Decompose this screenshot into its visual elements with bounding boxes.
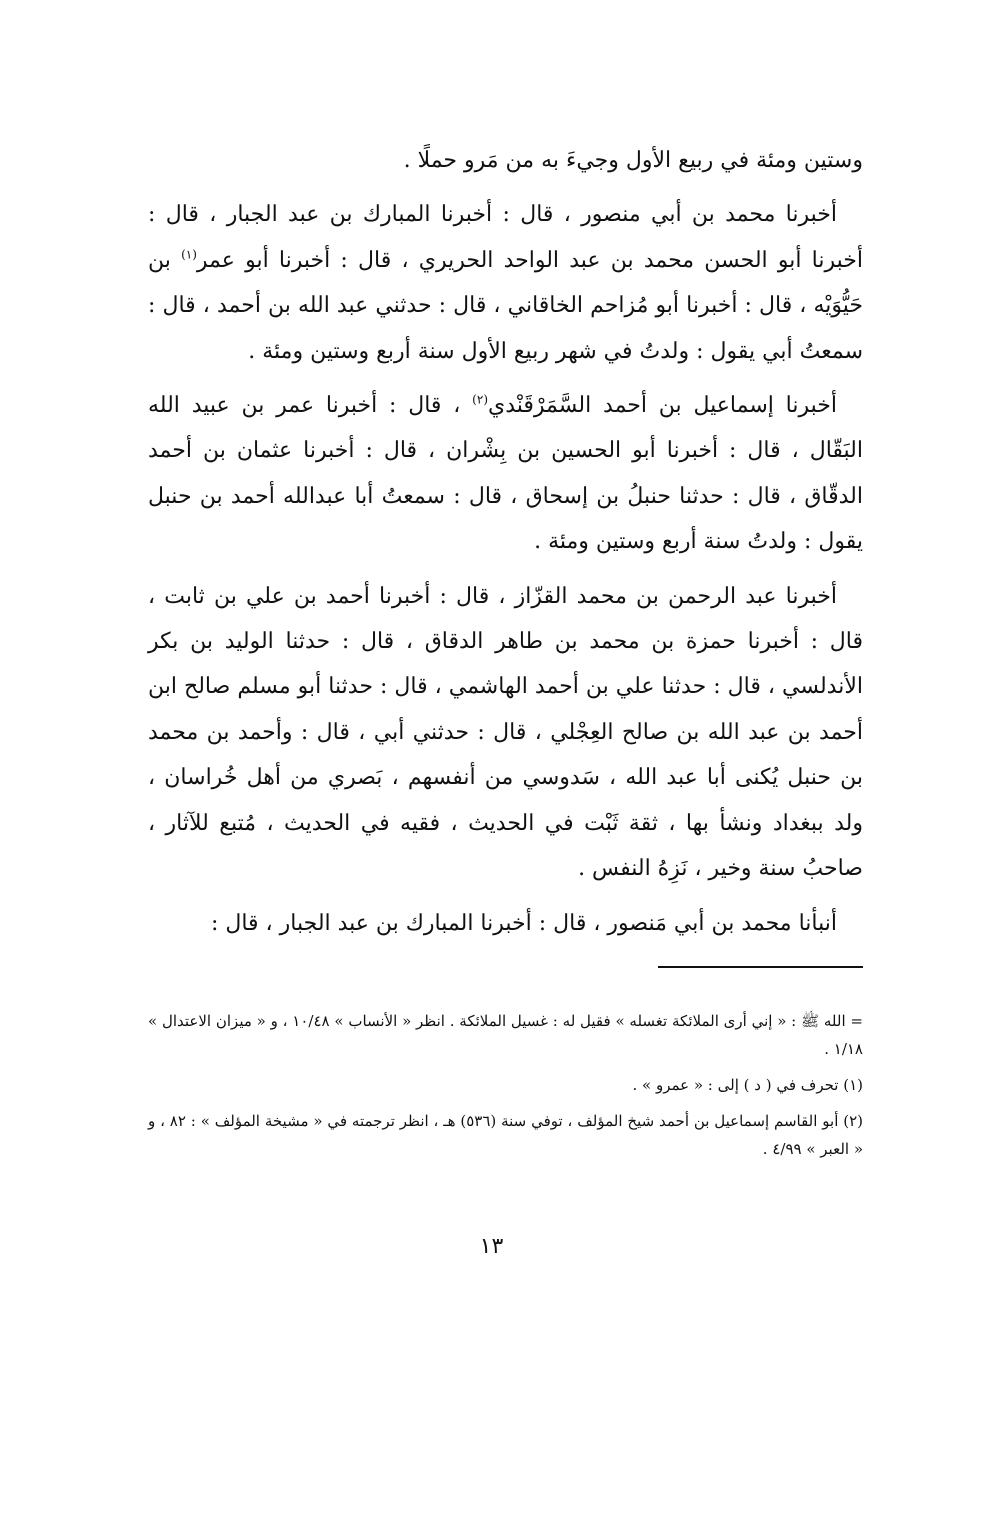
footnote-2: (٢) أبو القاسم إسماعيل بن أحمد شيخ المؤلف ، توفي سنة (٥٣٦) هـ ، انظر ترجمته في « مشيخة المؤلف » : ٨٢ ، و « العبر » ٤/٩٩ . — [148, 1112, 863, 1158]
footnotes — [148, 1007, 863, 1171]
footnote-1: (١) تحرف في ( د ) إلى : « عمرو » . — [632, 1076, 863, 1094]
paragraph-2 — [148, 192, 863, 374]
paragraph-3 — [148, 383, 863, 565]
paragraph-5: أنبأنا محمد بن أبي مَنصور ، قال : أخبرنا المبارك بن عبد الجبار ، قال : — [210, 910, 837, 936]
paragraph-1: وستين ومئة في ربيع الأول وجيءَ به من مَرو حملًا . — [403, 148, 863, 173]
paragraph-2-part-2: بن حَيُّوَيْه ، قال : أخبرنا أبو مُزاحم الخاقاني ، قال : حدثني عبد الله بن أحمد ، قال : سمعتُ أبي يقول : ولدتُ في شهر ربيع الأول سنة أربع وستين ومئة . — [148, 247, 863, 364]
paragraph-3-part-1: أخبرنا إسماعيل بن أحمد السَّمَرْقَنْدي — [488, 393, 837, 419]
footnote-continuation: = الله ﷺ : « إني أرى الملائكة تغسله » فقيل له : غسيل الملائكة . انظر « الأنساب » ١٠/٤٨ ، و « ميزان الاعتدال » ١/١٨ . — [148, 1012, 863, 1058]
footnote-divider — [658, 966, 863, 968]
paragraph-4: أخبرنا عبد الرحمن بن محمد القزّاز ، قال : أخبرنا أحمد بن علي بن ثابت ، قال : أخبرنا حمزة بن محمد بن طاهر الدقاق ، قال : حدثنا الوليد بن بكر الأندلسي ، قال : حدثنا علي بن أحمد الهاشمي ، قال : حدثنا أبو مسلم صالح ابن أحمد بن عبد الله بن صالح العِجْلي ، قال : حدثني أبي ، قال : وأحمد بن محمد بن حنبل يُكنى أبا عبد الله ، سَدوسي من أنفسهم ، بَصري من أهل خُراسان ، ولد ببغداد ونشأ بها ، ثقة ثَبْت في الحديث ، فقيه في الحديث ، مُتبع للآثار ، صاحبُ سنة وخير ، نَزِهُ النفس . — [148, 583, 863, 882]
paragraph-2-part-1: أخبرنا محمد بن أبي منصور ، قال : أخبرنا المبارك بن عبد الجبار ، قال : أخبرنا أبو الحسن محمد بن عبد الواحد الحريري ، قال : أخبرنا أبو عمر — [148, 202, 863, 273]
page-number: ١٣ — [479, 1234, 504, 1259]
footnote-ref-2: (٢) — [472, 392, 488, 407]
paragraph-3-part-2: ، قال : أخبرنا عمر بن عبيد الله البَقّال ، قال : أخبرنا أبو الحسين بن بِشْران ، قال : أخبرنا عثمان بن أحمد الدقّاق ، قال : حدثنا حنبلُ بن إسحاق ، قال : سمعتُ أبا عبدالله أحمد بن حنبل يقول : ولدتُ سنة أربع وستين ومئة . — [148, 393, 863, 555]
footnote-ref-1: (١) — [181, 247, 197, 262]
main-text — [148, 138, 863, 955]
